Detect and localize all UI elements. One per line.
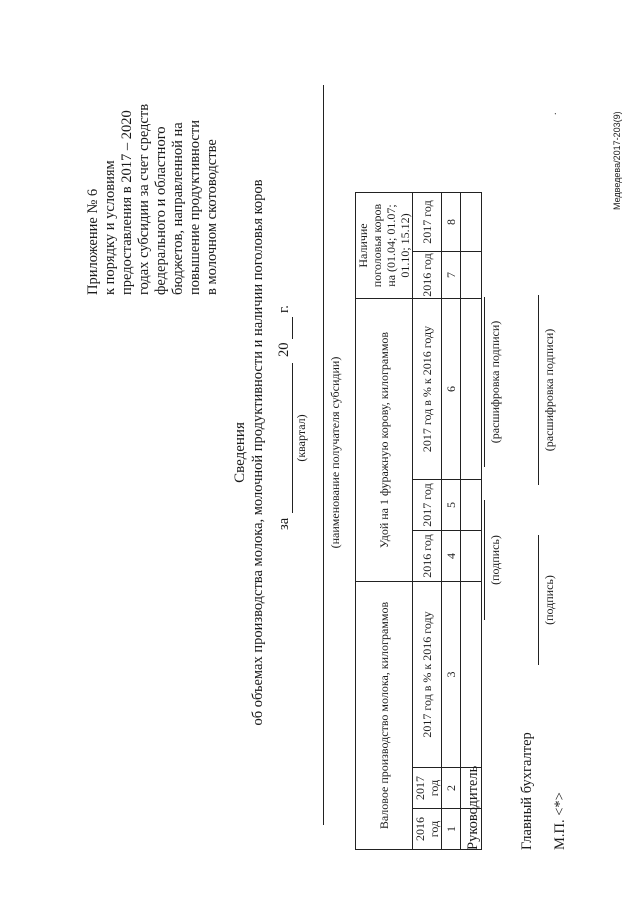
accountant-signature-caption: (подпись) (542, 575, 556, 625)
table-cell (461, 582, 482, 768)
document-title: Сведения (232, 422, 248, 483)
col-number: 6 (442, 299, 461, 480)
group-header-yield: Удой на 1 фуражную корову, килограммов (356, 299, 413, 582)
col-header: 2017 год в % к 2016 году (413, 582, 442, 768)
period-suffix: г. (276, 305, 292, 313)
year-blank-line (292, 317, 293, 339)
table-cell (461, 531, 482, 582)
appendix-line: федерального и областного (153, 126, 169, 295)
col-header: 2017 год (413, 193, 442, 252)
col-number: 2 (442, 768, 461, 809)
quarter-caption: (квартал) (294, 414, 308, 462)
col-number: 3 (442, 582, 461, 768)
col-header: 2017 год (413, 480, 442, 531)
appendix-line: к порядку и условиям (102, 160, 118, 295)
document-subtitle: об объемах производства молока, молочной продуктивности и наличии поголовья коров (250, 179, 266, 726)
col-number: 8 (442, 193, 461, 252)
recipient-caption: (наименование получателя субсидии) (328, 356, 342, 549)
head-signature-caption: (подпись) (488, 535, 502, 585)
table-row-empty (461, 193, 482, 850)
col-header: 2016 год (413, 252, 442, 299)
appendix-line: предоставления в 2017 – 2020 (119, 110, 135, 295)
data-table (355, 192, 482, 850)
quarter-blank-line (292, 363, 293, 513)
accountant-decode-caption: (расшифровка подписи) (542, 328, 556, 452)
appendix-line: в молочном скотоводстве (204, 139, 220, 295)
col-header: 2017 год (413, 768, 442, 809)
head-decode-caption: (расшифровка подписи) (488, 320, 502, 444)
document-code: Медведева/2017-203(9) (612, 111, 622, 210)
table-number-row (442, 193, 461, 850)
table-cell (461, 252, 482, 299)
period-year: 20 (276, 342, 292, 357)
period-prefix: за (276, 517, 292, 530)
stamp-label: М.П. <*> (552, 792, 568, 850)
appendix-line: повышение продуктивности (187, 120, 203, 295)
group-header-herd: Наличие поголовья коров на (01.04; 01.07; 01.10; 15.12) (356, 193, 413, 299)
head-decode-line (484, 297, 485, 467)
table-cell (461, 299, 482, 480)
accountant-decode-line (538, 295, 539, 485)
col-number: 7 (442, 252, 461, 299)
col-number: 1 (442, 809, 461, 850)
accountant-signature-line (538, 535, 539, 665)
head-label: Руководитель (465, 765, 481, 850)
col-number: 4 (442, 531, 461, 582)
table-columns-row (413, 193, 442, 850)
col-number: 5 (442, 480, 461, 531)
table-cell (461, 193, 482, 252)
table-cell (461, 480, 482, 531)
stray-mark: . (548, 112, 559, 115)
appendix-line: Приложение № 6 (85, 188, 101, 295)
col-header: 2017 год в % к 2016 году (413, 299, 442, 480)
accountant-label: Главный бухгалтер (519, 732, 535, 850)
col-header: 2016 год (413, 809, 442, 850)
appendix-line: бюджетов, направленной на (170, 122, 186, 295)
head-signature-line (484, 500, 485, 620)
appendix-line: годах субсидии за счет средств (136, 103, 152, 295)
appendix-block (85, 35, 221, 295)
recipient-blank-line (323, 85, 324, 825)
table-group-row (356, 193, 413, 850)
group-header-gross: Валовое производство молока, килограммов (356, 582, 413, 850)
col-header: 2016 год (413, 531, 442, 582)
